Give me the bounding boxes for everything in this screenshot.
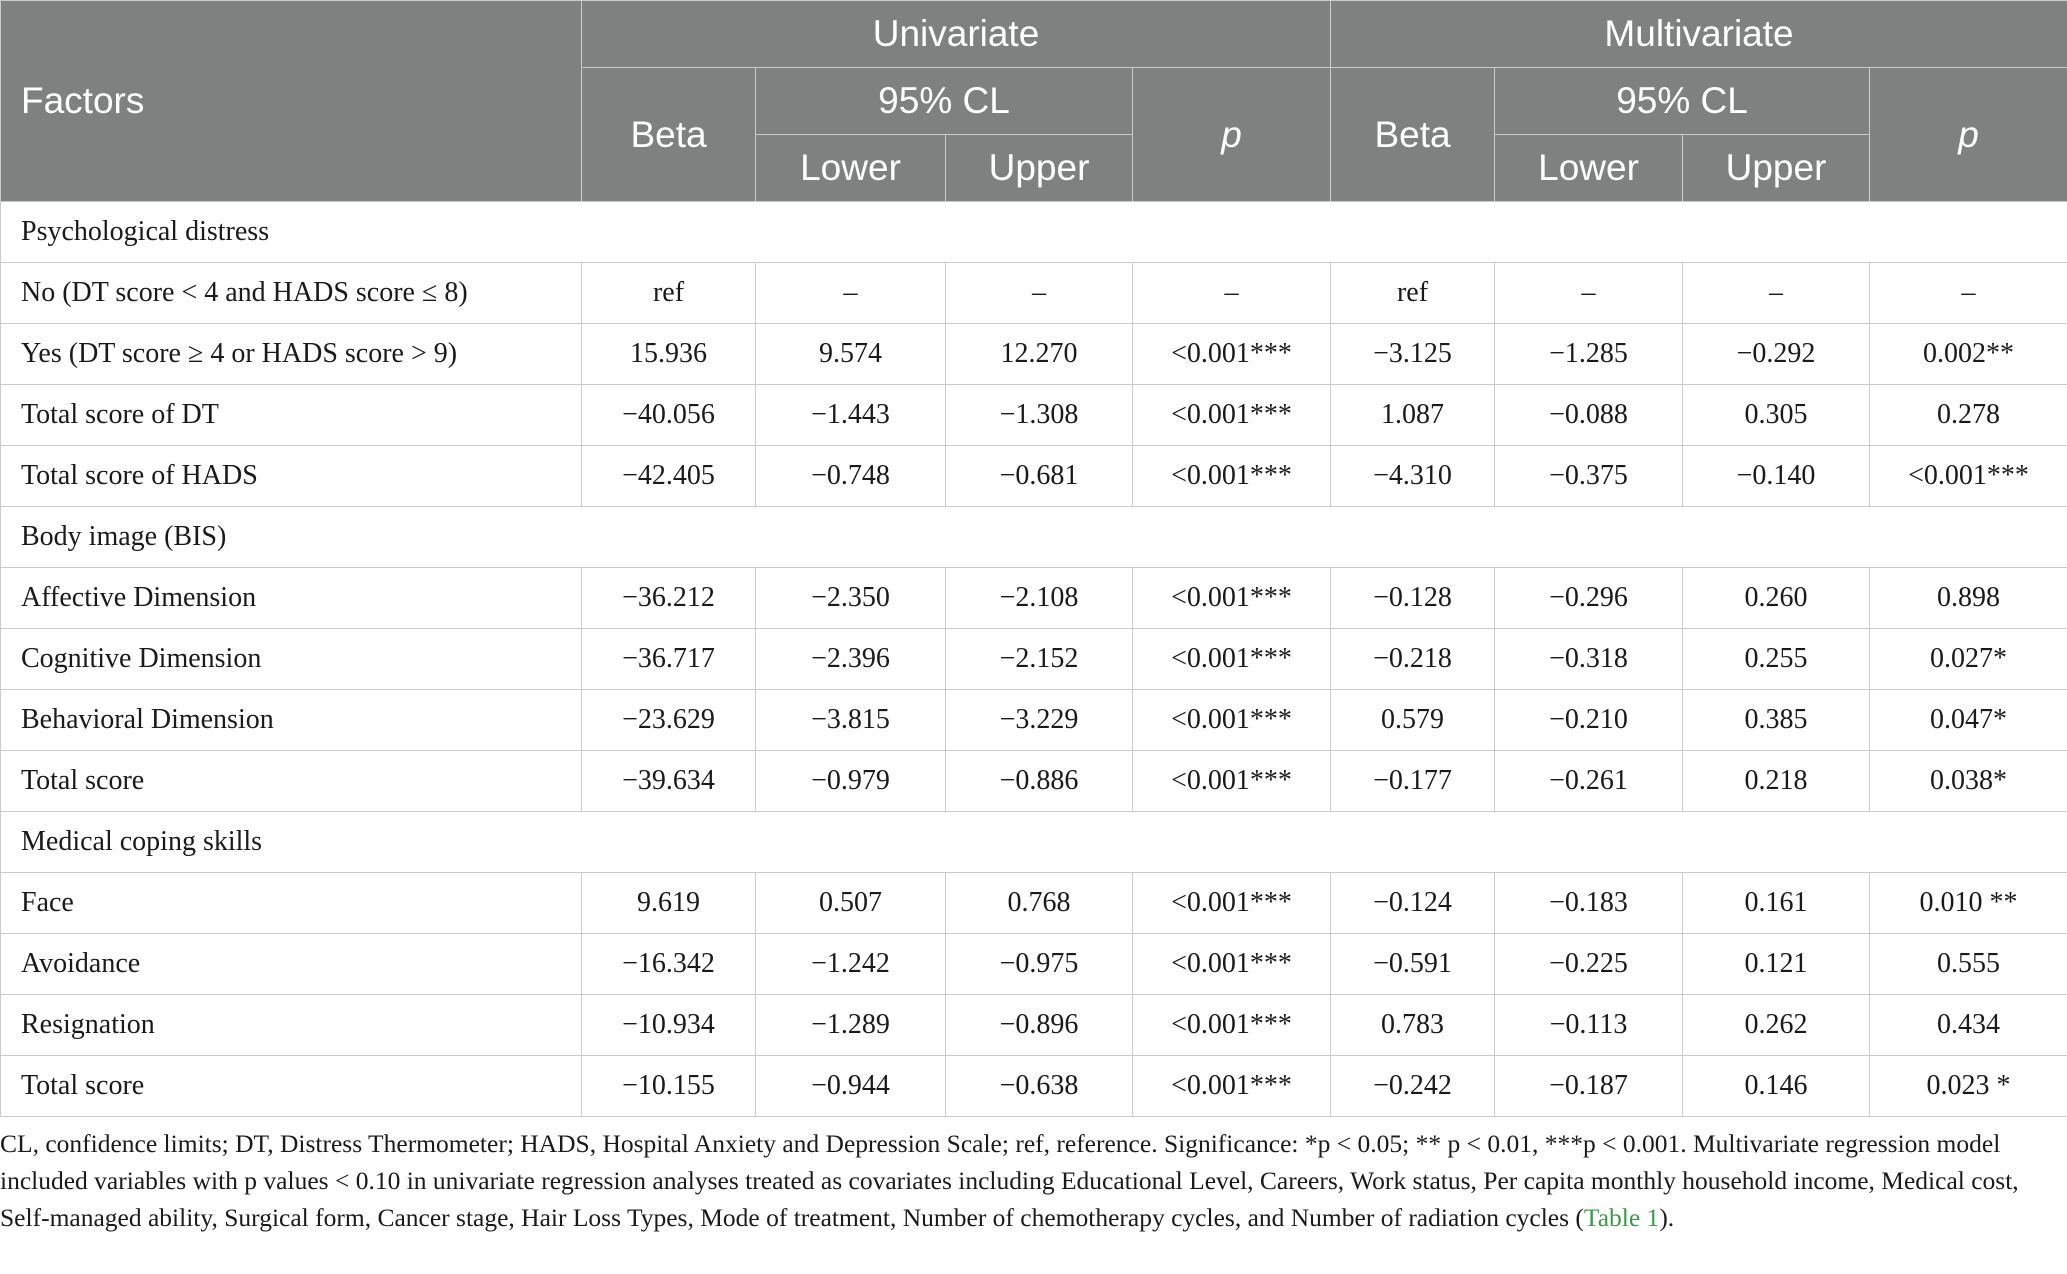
cell-multivariate-upper: −0.140 — [1683, 446, 1870, 507]
table-row — [1, 324, 2067, 385]
cell-multivariate-lower: −0.318 — [1495, 629, 1683, 690]
row-label: Face — [1, 873, 582, 934]
row-label: Yes (DT score ≥ 4 or HADS score > 9) — [1, 324, 582, 385]
row-label: Total score of DT — [1, 385, 582, 446]
header-multivariate-lower: Lower — [1495, 135, 1683, 202]
cell-univariate-lower: 9.574 — [756, 324, 946, 385]
cell-univariate-upper: −0.638 — [946, 1056, 1133, 1117]
cell-multivariate-beta: −0.242 — [1331, 1056, 1495, 1117]
cell-univariate-upper: −2.152 — [946, 629, 1133, 690]
table-row — [1, 934, 2067, 995]
cell-univariate-beta: 15.936 — [582, 324, 756, 385]
cell-multivariate-upper: −0.292 — [1683, 324, 1870, 385]
cell-univariate-p: <0.001*** — [1133, 385, 1331, 446]
row-label: Avoidance — [1, 934, 582, 995]
cell-univariate-lower: – — [756, 263, 946, 324]
section-label: Body image (BIS) — [1, 507, 2067, 568]
cell-univariate-upper: −3.229 — [946, 690, 1133, 751]
cell-multivariate-p: 0.555 — [1870, 934, 2067, 995]
cell-multivariate-lower: −0.113 — [1495, 995, 1683, 1056]
cell-univariate-beta: −40.056 — [582, 385, 756, 446]
cell-univariate-lower: −3.815 — [756, 690, 946, 751]
cell-univariate-beta: ref — [582, 263, 756, 324]
cell-multivariate-beta: 1.087 — [1331, 385, 1495, 446]
cell-multivariate-lower: −0.088 — [1495, 385, 1683, 446]
header-univariate-upper: Upper — [946, 135, 1133, 202]
cell-multivariate-p: <0.001*** — [1870, 446, 2067, 507]
section-row — [1, 202, 2067, 263]
header-univariate-p: p — [1133, 68, 1331, 202]
cell-multivariate-lower: −0.187 — [1495, 1056, 1683, 1117]
cell-univariate-p: – — [1133, 263, 1331, 324]
cell-multivariate-lower: −0.210 — [1495, 690, 1683, 751]
cell-univariate-lower: −0.979 — [756, 751, 946, 812]
header-univariate-lower: Lower — [756, 135, 946, 202]
row-label: No (DT score < 4 and HADS score ≤ 8) — [1, 263, 582, 324]
cell-univariate-upper: −0.681 — [946, 446, 1133, 507]
cell-multivariate-p: 0.027* — [1870, 629, 2067, 690]
table-row — [1, 1056, 2067, 1117]
cell-multivariate-upper: 0.260 — [1683, 568, 1870, 629]
cell-multivariate-lower: −1.285 — [1495, 324, 1683, 385]
table-row — [1, 263, 2067, 324]
section-row — [1, 812, 2067, 873]
cell-multivariate-p: 0.278 — [1870, 385, 2067, 446]
cell-univariate-lower: −0.748 — [756, 446, 946, 507]
cell-multivariate-beta: −0.591 — [1331, 934, 1495, 995]
cell-univariate-upper: – — [946, 263, 1133, 324]
cell-multivariate-upper: 0.385 — [1683, 690, 1870, 751]
cell-multivariate-upper: 0.121 — [1683, 934, 1870, 995]
cell-multivariate-beta: −4.310 — [1331, 446, 1495, 507]
cell-multivariate-p: 0.047* — [1870, 690, 2067, 751]
cell-univariate-upper: −0.886 — [946, 751, 1133, 812]
cell-multivariate-beta: −3.125 — [1331, 324, 1495, 385]
table-body — [1, 202, 2067, 1117]
table-1-link[interactable]: Table 1 — [1583, 1203, 1660, 1232]
cell-univariate-p: <0.001*** — [1133, 446, 1331, 507]
cell-univariate-p: <0.001*** — [1133, 873, 1331, 934]
cell-univariate-lower: −1.443 — [756, 385, 946, 446]
cell-multivariate-lower: −0.261 — [1495, 751, 1683, 812]
cell-multivariate-beta: −0.128 — [1331, 568, 1495, 629]
cell-multivariate-lower: −0.375 — [1495, 446, 1683, 507]
header-univariate: Univariate — [582, 1, 1331, 68]
cell-univariate-p: <0.001*** — [1133, 995, 1331, 1056]
cell-multivariate-p: 0.002** — [1870, 324, 2067, 385]
cell-multivariate-upper: – — [1683, 263, 1870, 324]
row-label: Affective Dimension — [1, 568, 582, 629]
section-label: Psychological distress — [1, 202, 2067, 263]
table-row — [1, 995, 2067, 1056]
cell-univariate-p: <0.001*** — [1133, 751, 1331, 812]
footnote-text: CL, confidence limits; DT, Distress Thermometer; HADS, Hospital Anxiety and Depression Scale; ref, reference. Significance: *p < 0.05; ** p < 0.01, ***p < 0.001. Multivariate regression model included variables with p values < 0.10 in univariate regression analyses treated as covariates including Educational Level, Careers, Work status, Per capita monthly household income, Medical cost, Self-managed ability, Surgical form, Cancer stage, Hair Loss Types, Mode of treatment, Number of chemotherapy cycles, and Number of radiation cycles ( — [0, 1129, 2019, 1232]
cell-multivariate-p: 0.434 — [1870, 995, 2067, 1056]
table-row — [1, 873, 2067, 934]
cell-univariate-upper: 12.270 — [946, 324, 1133, 385]
cell-multivariate-upper: 0.255 — [1683, 629, 1870, 690]
cell-univariate-lower: −1.242 — [756, 934, 946, 995]
cell-multivariate-lower: −0.183 — [1495, 873, 1683, 934]
cell-univariate-upper: −0.975 — [946, 934, 1133, 995]
cell-univariate-beta: −42.405 — [582, 446, 756, 507]
header-multivariate: Multivariate — [1331, 1, 2067, 68]
cell-multivariate-upper: 0.305 — [1683, 385, 1870, 446]
cell-univariate-p: <0.001*** — [1133, 568, 1331, 629]
table-row — [1, 385, 2067, 446]
cell-univariate-lower: −0.944 — [756, 1056, 946, 1117]
header-univariate-ci: 95% CL — [756, 68, 1133, 135]
cell-multivariate-lower: −0.296 — [1495, 568, 1683, 629]
cell-multivariate-upper: 0.218 — [1683, 751, 1870, 812]
cell-univariate-upper: 0.768 — [946, 873, 1133, 934]
header-univariate-beta: Beta — [582, 68, 756, 202]
cell-multivariate-p: 0.010 ** — [1870, 873, 2067, 934]
cell-univariate-p: <0.001*** — [1133, 1056, 1331, 1117]
cell-univariate-lower: −2.396 — [756, 629, 946, 690]
table-footnote — [0, 1125, 2060, 1236]
cell-univariate-beta: −16.342 — [582, 934, 756, 995]
cell-multivariate-p: 0.898 — [1870, 568, 2067, 629]
section-row — [1, 507, 2067, 568]
cell-univariate-upper: −1.308 — [946, 385, 1133, 446]
row-label: Total score — [1, 751, 582, 812]
cell-univariate-lower: −2.350 — [756, 568, 946, 629]
cell-multivariate-beta: 0.579 — [1331, 690, 1495, 751]
cell-univariate-lower: −1.289 — [756, 995, 946, 1056]
cell-multivariate-beta: −0.218 — [1331, 629, 1495, 690]
cell-multivariate-lower: −0.225 — [1495, 934, 1683, 995]
table-row — [1, 568, 2067, 629]
row-label: Total score — [1, 1056, 582, 1117]
cell-multivariate-upper: 0.146 — [1683, 1056, 1870, 1117]
cell-multivariate-beta: −0.177 — [1331, 751, 1495, 812]
cell-univariate-beta: −23.629 — [582, 690, 756, 751]
cell-univariate-p: <0.001*** — [1133, 934, 1331, 995]
cell-univariate-beta: −10.934 — [582, 995, 756, 1056]
header-multivariate-ci: 95% CL — [1495, 68, 1870, 135]
row-label: Resignation — [1, 995, 582, 1056]
cell-multivariate-beta: −0.124 — [1331, 873, 1495, 934]
table-row — [1, 446, 2067, 507]
row-label: Behavioral Dimension — [1, 690, 582, 751]
cell-univariate-p: <0.001*** — [1133, 324, 1331, 385]
cell-univariate-beta: −10.155 — [582, 1056, 756, 1117]
cell-multivariate-beta: ref — [1331, 263, 1495, 324]
header-multivariate-upper: Upper — [1683, 135, 1870, 202]
footnote-end: ). — [1659, 1203, 1675, 1232]
cell-multivariate-p: – — [1870, 263, 2067, 324]
cell-univariate-p: <0.001*** — [1133, 690, 1331, 751]
row-label: Cognitive Dimension — [1, 629, 582, 690]
cell-univariate-beta: 9.619 — [582, 873, 756, 934]
cell-multivariate-beta: 0.783 — [1331, 995, 1495, 1056]
cell-multivariate-p: 0.038* — [1870, 751, 2067, 812]
cell-multivariate-p: 0.023 * — [1870, 1056, 2067, 1117]
section-label: Medical coping skills — [1, 812, 2067, 873]
cell-univariate-upper: −0.896 — [946, 995, 1133, 1056]
cell-univariate-upper: −2.108 — [946, 568, 1133, 629]
cell-multivariate-lower: – — [1495, 263, 1683, 324]
row-label: Total score of HADS — [1, 446, 582, 507]
cell-multivariate-upper: 0.161 — [1683, 873, 1870, 934]
cell-univariate-lower: 0.507 — [756, 873, 946, 934]
cell-univariate-beta: −36.212 — [582, 568, 756, 629]
header-multivariate-beta: Beta — [1331, 68, 1495, 202]
table-row — [1, 629, 2067, 690]
cell-univariate-beta: −39.634 — [582, 751, 756, 812]
header-factors: Factors — [1, 1, 582, 202]
table-header — [1, 1, 2067, 202]
cell-multivariate-upper: 0.262 — [1683, 995, 1870, 1056]
table-row — [1, 751, 2067, 812]
header-multivariate-p: p — [1870, 68, 2067, 202]
table-row — [1, 690, 2067, 751]
cell-univariate-beta: −36.717 — [582, 629, 756, 690]
cell-univariate-p: <0.001*** — [1133, 629, 1331, 690]
